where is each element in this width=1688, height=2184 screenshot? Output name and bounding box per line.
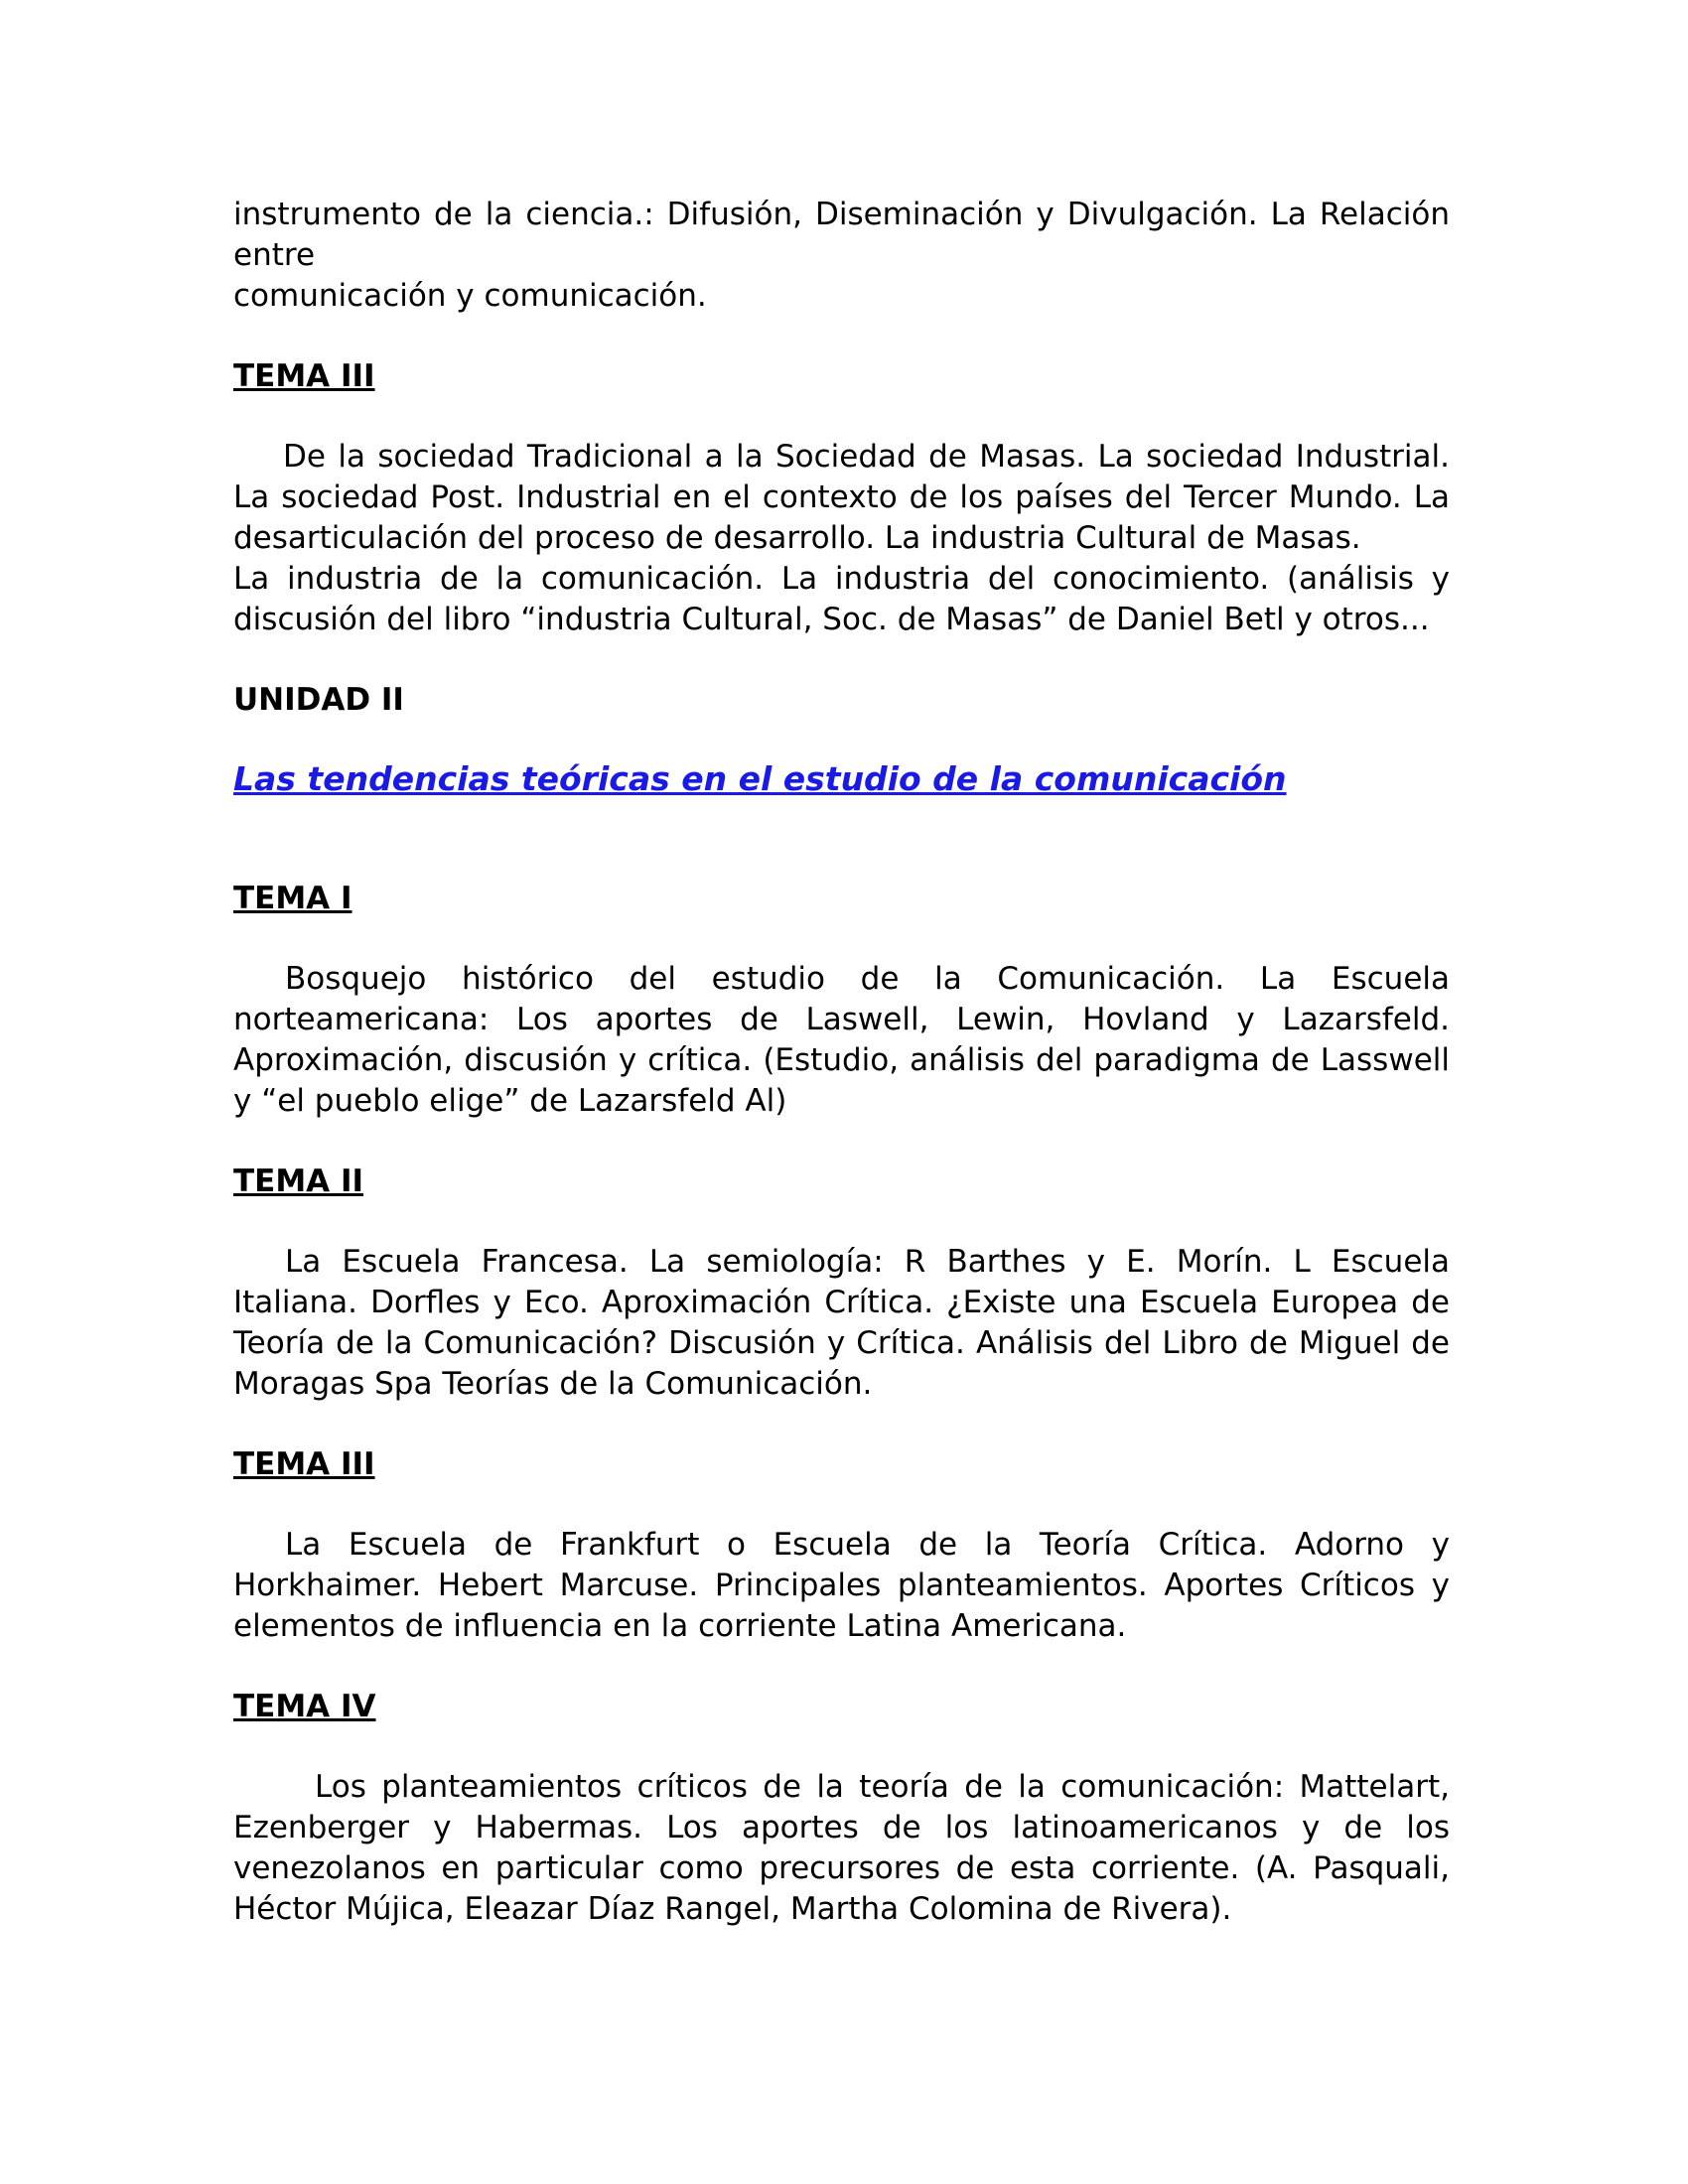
- intro-paragraph: [233, 195, 1450, 317]
- unit2-tema4-paragraph: Los planteamientos críticos de la teoría de la comunicación: Mattelart, Ezenberger y Habermas. Los aportes de los latinoamericanos y de los venezolanos en particular como precursores de esta corriente. (A. Pasquali, Héctor Mújica, Eleazar Díaz Rangel, Martha Colomina de Rivera).: [233, 1769, 1450, 1927]
- document-page: [233, 195, 1450, 1930]
- unit2-tema1-paragraph: Bosquejo histórico del estudio de la Comunicación. La Escuela norteamericana: Los aportes de Laswell, Lewin, Hovland y Lazarsfeld. Aproximación, discusión y crítica. (Estudio, análisis del paradigma de Lasswell y “el pueblo elige” de Lazarsfeld Al): [233, 961, 1450, 1119]
- unit1-tema3-paragraph: De la sociedad Tradicional a la Sociedad de Masas. La sociedad Industrial. La sociedad Post. Industrial en el contexto de los países del Tercer Mundo. La desarticulación del proceso de desarrollo. La industria Cultural de Masas.: [233, 439, 1450, 556]
- unit2-title-link[interactable]: Las tendencias teóricas en el estudio de la comunicación: [233, 759, 1287, 798]
- intro-line-1: instrumento de la ciencia.: Difusión, Diseminación y Divulgación. La Relación entre: [233, 197, 1450, 273]
- unit2-tema3-paragraph: La Escuela de Frankfurt o Escuela de la Teoría Crítica. Adorno y Horkhaimer. Hebert Marcuse. Principales planteamientos. Aportes Críticos y elementos de influencia en la corriente Latina Americana.: [233, 1527, 1450, 1644]
- intro-line-2: comunicación y comunicación.: [233, 278, 707, 314]
- unit2-tema3-heading: TEMA III: [233, 1446, 375, 1482]
- unit2-tema2-heading: TEMA II: [233, 1163, 364, 1199]
- unit2-heading: UNIDAD II: [233, 682, 404, 718]
- unit2-tema2-paragraph: La Escuela Francesa. La semiología: R Barthes y E. Morín. L Escuela Italiana. Dorfles y Eco. Aproximación Crítica. ¿Existe una Escuela Europea de Teoría de la Comunicación? Discusión y Crítica. Análisis del Libro de Miguel de Moragas Spa Teorías de la Comunicación.: [233, 1244, 1450, 1402]
- unit2-tema1-heading: TEMA I: [233, 881, 352, 916]
- unit2-tema4-heading: TEMA IV: [233, 1689, 376, 1724]
- unit1-tema3-paragraph-2: La industria de la comunicación. La industria del conocimiento. (análisis y discusión del libro “industria Cultural, Soc. de Masas” de Daniel Betl y otros...: [233, 561, 1450, 637]
- unit1-tema3-heading: TEMA III: [233, 358, 375, 394]
